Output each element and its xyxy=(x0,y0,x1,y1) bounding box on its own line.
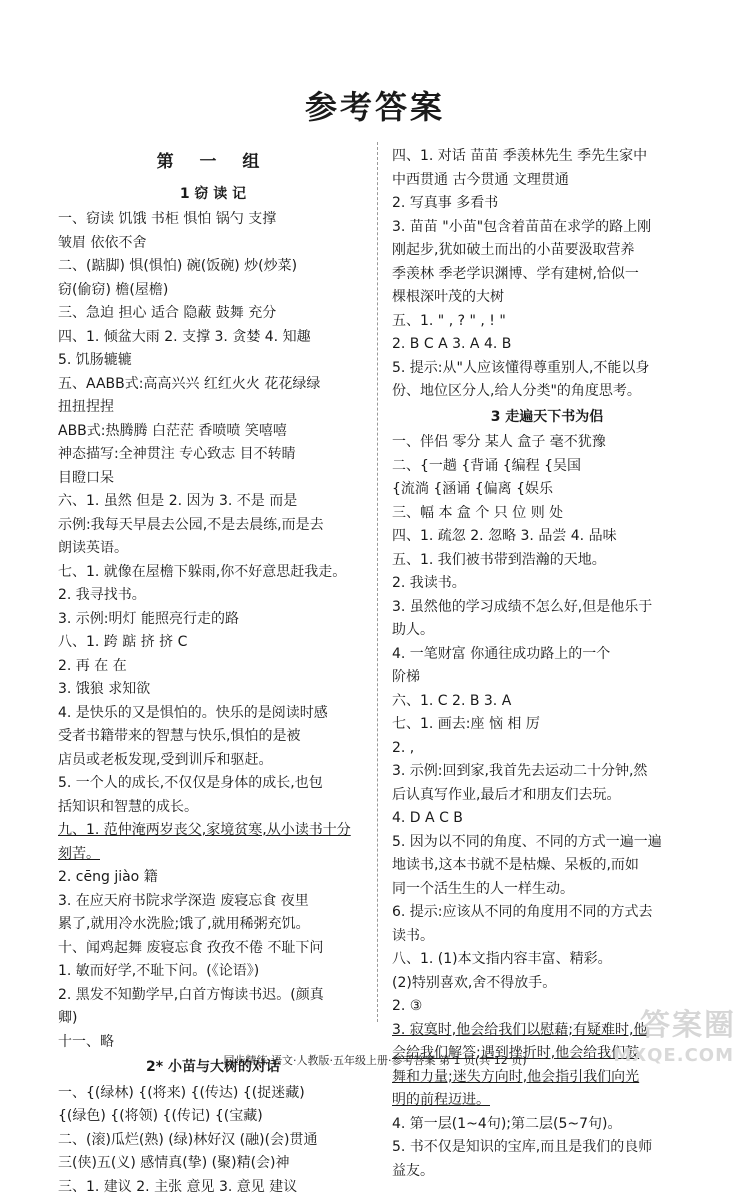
answer-line: 店员或老板发现,受到训斥和驱赶。 xyxy=(58,749,368,773)
answer-line: 2. ③ xyxy=(392,995,702,1019)
answer-line: 括知识和智慧的成长。 xyxy=(58,796,368,820)
answer-line: 四、1. 疏忽 2. 忽略 3. 品尝 4. 品味 xyxy=(392,525,702,549)
watermark-logo: 答案圈 xyxy=(640,1000,736,1044)
answer-line: 5. 一个人的成长,不仅仅是身体的成长,也包 xyxy=(58,772,368,796)
answer-line: 2. 再 在 在 xyxy=(58,655,368,679)
answer-line: 2. B C A 3. A 4. B xyxy=(392,333,702,357)
answer-line: 益友。 xyxy=(392,1160,702,1184)
answer-line: 二、(滚)瓜烂(熟) (绿)林好汉 (融)(会)贯通 xyxy=(58,1129,368,1153)
answer-line: 棵根深叶茂的大树 xyxy=(392,286,702,310)
answer-line: 3. 寂寞时,他会给我们以慰藉;有疑难时,他 xyxy=(392,1019,702,1043)
answer-line: 5. 因为以不同的角度、不同的方式一遍一遍 xyxy=(392,831,702,855)
answer-line: 窃(偷窃) 檐(屋檐) xyxy=(58,279,368,303)
answer-line: 3. 饿狼 求知欲 xyxy=(58,678,368,702)
answer-line: 读书。 xyxy=(392,925,702,949)
answer-line: 中西贯通 古今贯通 文理贯通 xyxy=(392,169,702,193)
answer-line: ABB式:热腾腾 白茫茫 香喷喷 笑嘻嘻 xyxy=(58,420,368,444)
answer-line: 同一个活生生的人一样生动。 xyxy=(392,878,702,902)
answer-line: 2. 我读书。 xyxy=(392,572,702,596)
answer-line: 6. 提示:应该从不同的角度用不同的方式去 xyxy=(392,901,702,925)
answer-line: 阶梯 xyxy=(392,666,702,690)
answer-line: 扭扭捏捏 xyxy=(58,396,368,420)
answer-line: 后认真写作业,最后才和朋友们去玩。 xyxy=(392,784,702,808)
page-title: 参考答案 xyxy=(0,82,750,128)
left-column xyxy=(58,145,368,1199)
answer-line: 六、1. 虽然 但是 2. 因为 3. 不是 而是 xyxy=(58,490,368,514)
answer-line: 4. 第一层(1~4句);第二层(5~7句)。 xyxy=(392,1113,702,1137)
answer-line: 2. cēng jiào 籍 xyxy=(58,866,368,890)
answer-line: 4. 是快乐的又是惧怕的。快乐的是阅读时感 xyxy=(58,702,368,726)
answer-line: 刚起步,犹如破土而出的小苗要汲取营养 xyxy=(392,239,702,263)
answer-line: 舞和力量;迷失方向时,他会指引我们向光 xyxy=(392,1066,702,1090)
answer-line: 助人。 xyxy=(392,619,702,643)
answer-line: 2. 黑发不知勤学早,白首方悔读书迟。(颜真 xyxy=(58,984,368,1008)
answer-line: 地读书,这本书就不是枯燥、呆板的,而如 xyxy=(392,854,702,878)
answer-line: 受者书籍带来的智慧与快乐,惧怕的是被 xyxy=(58,725,368,749)
answer-line: 5. 书不仅是知识的宝库,而且是我们的良师 xyxy=(392,1136,702,1160)
answer-line: 刻苦。 xyxy=(58,843,368,867)
answer-line: 1. 敏而好学,不耻下问。(《论语》) xyxy=(58,960,368,984)
answer-line: 累了,就用冷水洗脸;饿了,就用稀粥充饥。 xyxy=(58,913,368,937)
answer-line: 八、1. 跨 踮 挤 挤 C xyxy=(58,631,368,655)
answer-line: 3. 示例:回到家,我首先去运动二十分钟,然 xyxy=(392,760,702,784)
answer-line: 4. 一笔财富 你通往成功路上的一个 xyxy=(392,643,702,667)
column-divider xyxy=(377,142,378,1022)
answer-line: 一、窃读 饥饿 书柜 惧怕 锅勺 支撑 xyxy=(58,208,368,232)
answer-line: 季羡林 季老学识渊博、学有建树,恰似一 xyxy=(392,263,702,287)
answer-line: 会给我们解答;遇到挫折时,他会给我们鼓 xyxy=(392,1042,702,1066)
answer-line: 明的前程迈进。 xyxy=(392,1089,702,1113)
answer-line: 七、1. 画去:座 恼 相 厉 xyxy=(392,713,702,737)
answer-line: 五、1. 我们被书带到浩瀚的天地。 xyxy=(392,549,702,573)
answer-line: 二、{一趟 {背诵 {编程 {吴国 xyxy=(392,455,702,479)
answer-line: 十一、略 xyxy=(58,1031,368,1055)
answer-line: 一、{(绿林) {(将来) {(传达) {(捉迷藏) xyxy=(58,1082,368,1106)
answer-line: 七、1. 就像在屋檐下躲雨,你不好意思赶我走。 xyxy=(58,561,368,585)
answer-line: {流淌 {涵诵 {偏离 {娱乐 xyxy=(392,478,702,502)
watermark-url: MXQE.COM xyxy=(613,1045,734,1066)
answer-line: 一、伴侣 零分 某人 盒子 毫不犹豫 xyxy=(392,431,702,455)
answer-line: 十、闻鸡起舞 废寝忘食 孜孜不倦 不耻下问 xyxy=(58,937,368,961)
lesson-heading: 1 窃 读 记 xyxy=(58,183,368,207)
group-heading: 第 一 组 xyxy=(58,151,368,175)
answer-line: 2. 写真事 多看书 xyxy=(392,192,702,216)
lesson-heading: 3 走遍天下书为侣 xyxy=(392,406,702,430)
answer-line: 神态描写:全神贯注 专心致志 目不转睛 xyxy=(58,443,368,467)
lesson-heading: 2* 小苗与大树的对话 xyxy=(58,1056,368,1080)
answer-line: 三、幅 本 盒 个 只 位 则 处 xyxy=(392,502,702,526)
answer-line: 四、1. 对话 苗苗 季羡林先生 季先生家中 xyxy=(392,145,702,169)
answer-line: 5. 提示:从"人应该懂得尊重别人,不能以身 xyxy=(392,357,702,381)
answer-line: (2)特别喜欢,舍不得放手。 xyxy=(392,972,702,996)
answer-line: 二、(踮脚) 惧(惧怕) 碗(饭碗) 炒(炒菜) xyxy=(58,255,368,279)
answer-line: 目瞪口呆 xyxy=(58,467,368,491)
answer-line: 卿) xyxy=(58,1007,368,1031)
answer-line: 三、1. 建议 2. 主张 意见 3. 意见 建议 xyxy=(58,1176,368,1199)
answer-line: 3. 虽然他的学习成绩不怎么好,但是他乐于 xyxy=(392,596,702,620)
answer-line: 九、1. 范仲淹两岁丧父,家境贫寒,从小读书十分 xyxy=(58,819,368,843)
answer-line: 五、AABB式:高高兴兴 红红火火 花花绿绿 xyxy=(58,373,368,397)
answer-line: 五、1. " , ? " , ! " xyxy=(392,310,702,334)
answer-line: 份、地位区分人,给人分类"的角度思考。 xyxy=(392,380,702,404)
answer-line: 3. 示例:明灯 能照亮行走的路 xyxy=(58,608,368,632)
answer-line: 5. 饥肠辘辘 xyxy=(58,349,368,373)
answer-line: 八、1. (1)本文指内容丰富、精彩。 xyxy=(392,948,702,972)
answer-line: 三(侠)五(义) 感情真(挚) (聚)精(会)神 xyxy=(58,1152,368,1176)
answer-line: 三、急迫 担心 适合 隐蔽 鼓舞 充分 xyxy=(58,302,368,326)
answer-line: 皱眉 依依不舍 xyxy=(58,232,368,256)
answer-line: 3. 在应天府书院求学深造 废寝忘食 夜里 xyxy=(58,890,368,914)
answer-line: 朗读英语。 xyxy=(58,537,368,561)
page-footer: 同步精练·语文·人教版·五年级上册·参考答案 第 1 页(共 12 页) xyxy=(0,1052,750,1068)
answer-line: 4. D A C B xyxy=(392,807,702,831)
answer-line: {(绿色) {(将领) {(传记) {(宝藏) xyxy=(58,1105,368,1129)
answer-line: 2. , xyxy=(392,737,702,761)
answer-line: 2. 我寻找书。 xyxy=(58,584,368,608)
answer-line: 示例:我每天早晨去公园,不是去晨练,而是去 xyxy=(58,514,368,538)
answer-line: 3. 苗苗 "小苗"包含着苗苗在求学的路上刚 xyxy=(392,216,702,240)
watermark xyxy=(604,1012,744,1072)
left-answer-list xyxy=(58,183,368,1199)
answer-line: 四、1. 倾盆大雨 2. 支撑 3. 贪婪 4. 知趣 xyxy=(58,326,368,350)
answer-line: 六、1. C 2. B 3. A xyxy=(392,690,702,714)
